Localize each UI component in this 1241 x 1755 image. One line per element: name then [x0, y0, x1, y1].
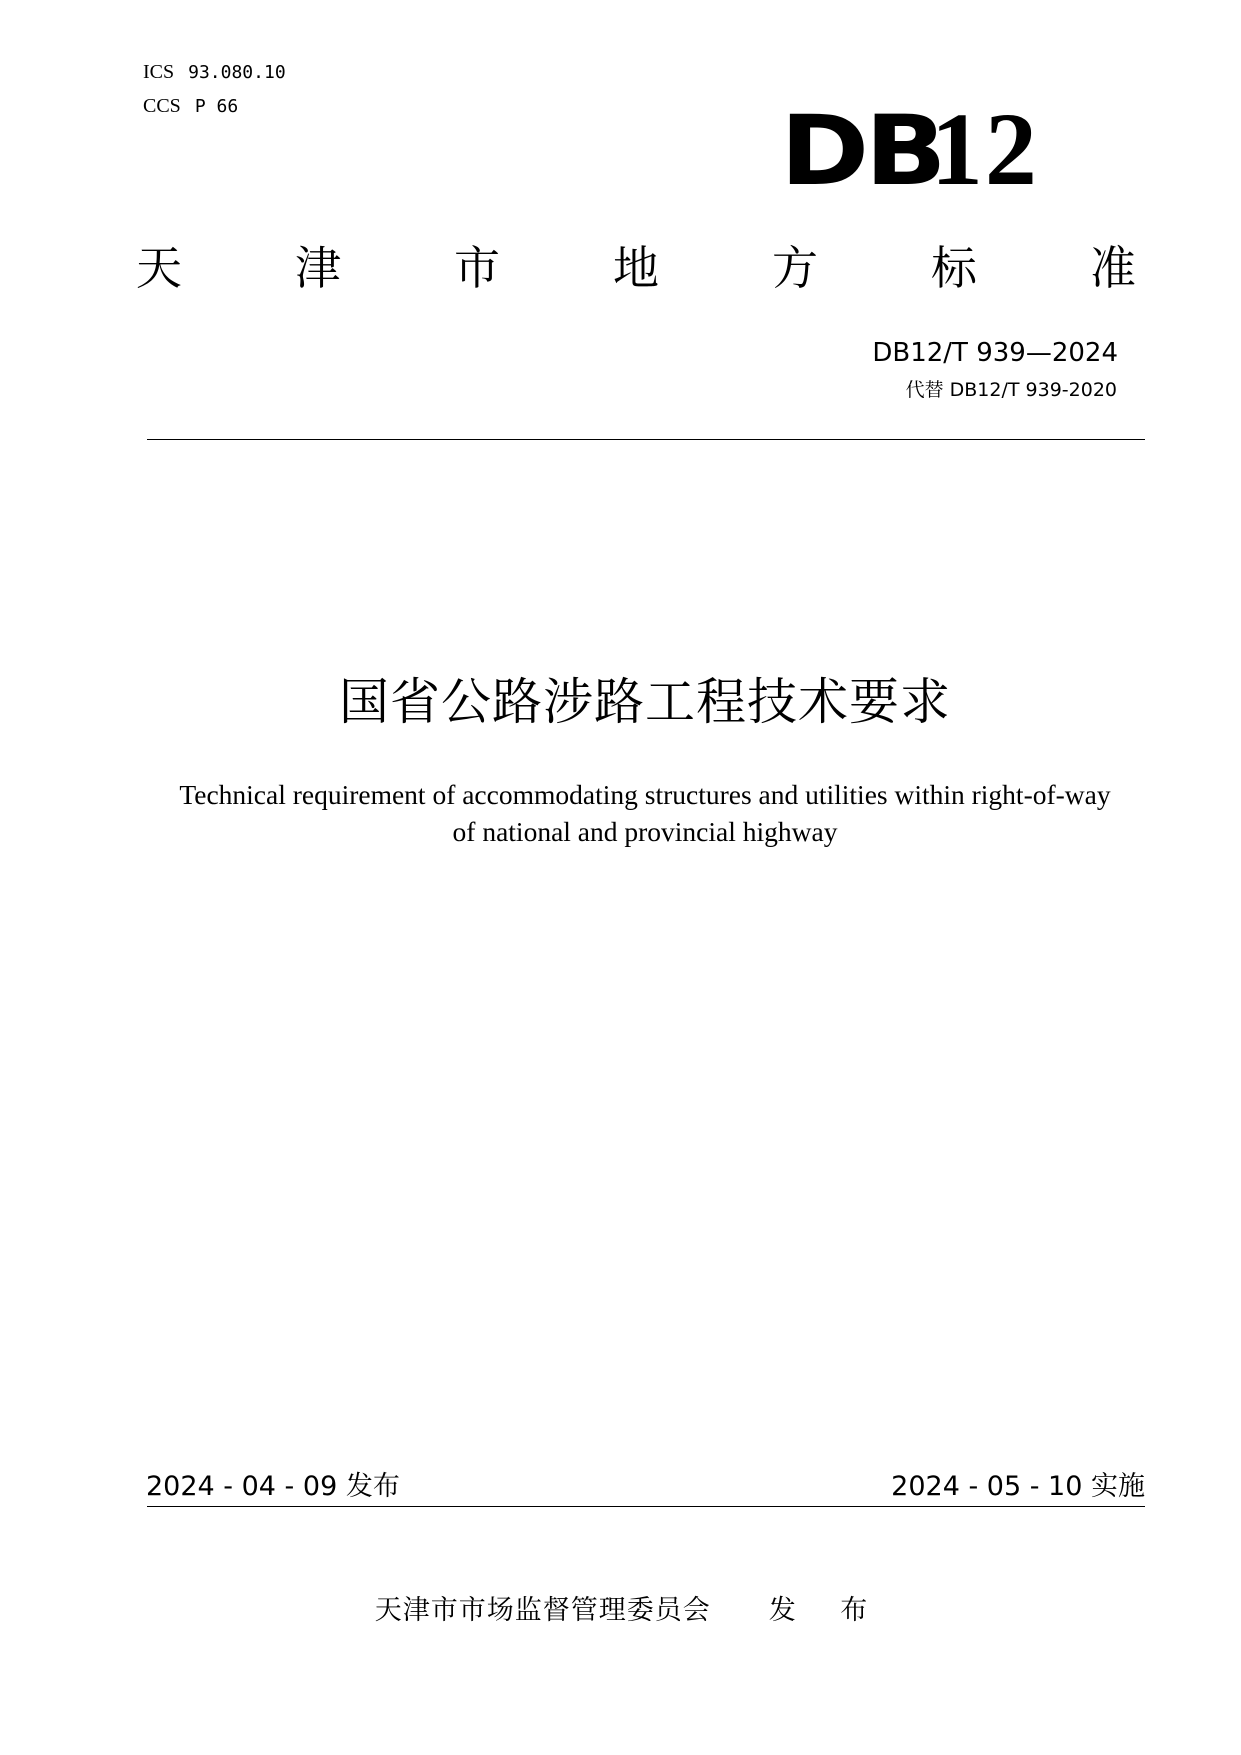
replaces-standard: 代替 DB12/T 939-2020 [905, 379, 1117, 401]
issue-action: 发 布 [768, 1595, 886, 1626]
banner-char: 市 [454, 241, 500, 295]
banner-char: 天 [136, 241, 182, 295]
ccs-value: P 66 [194, 96, 239, 117]
banner-char: 准 [1090, 241, 1136, 295]
document-title-chinese: 国省公路涉路工程技术要求 [339, 673, 951, 731]
db-mark-letters: DB [780, 95, 943, 207]
ics-label: ICS [143, 61, 175, 83]
publish-date: 2024 - 04 - 09 发布 [146, 1471, 400, 1502]
banner-char: 标 [931, 241, 977, 295]
issuer-line [0, 1594, 1241, 1628]
ics-value: 93.080.10 [188, 62, 286, 83]
ics-code [143, 60, 286, 85]
effective-date: 2024 - 05 - 10 实施 [891, 1471, 1145, 1502]
english-title-line: Technical requirement of accommodating structures and utilities within right-of-way [179, 779, 1111, 810]
document-title-english [140, 776, 1150, 850]
banner-char: 方 [772, 241, 818, 295]
top-divider [147, 439, 1145, 440]
english-title-line: of national and provincial highway [452, 816, 838, 847]
db-standard-mark [780, 92, 1060, 207]
db-mark-number: 12 [930, 92, 1039, 207]
issuer-name: 天津市市场监督管理委员会 [374, 1595, 711, 1626]
banner-char: 地 [613, 241, 659, 295]
banner-char: 津 [295, 241, 341, 295]
bottom-divider [147, 1506, 1145, 1507]
ccs-code [143, 94, 238, 119]
standard-number: DB12/T 939—2024 [872, 338, 1118, 368]
ccs-label: CCS [143, 95, 181, 117]
standard-class-banner [136, 240, 1136, 296]
